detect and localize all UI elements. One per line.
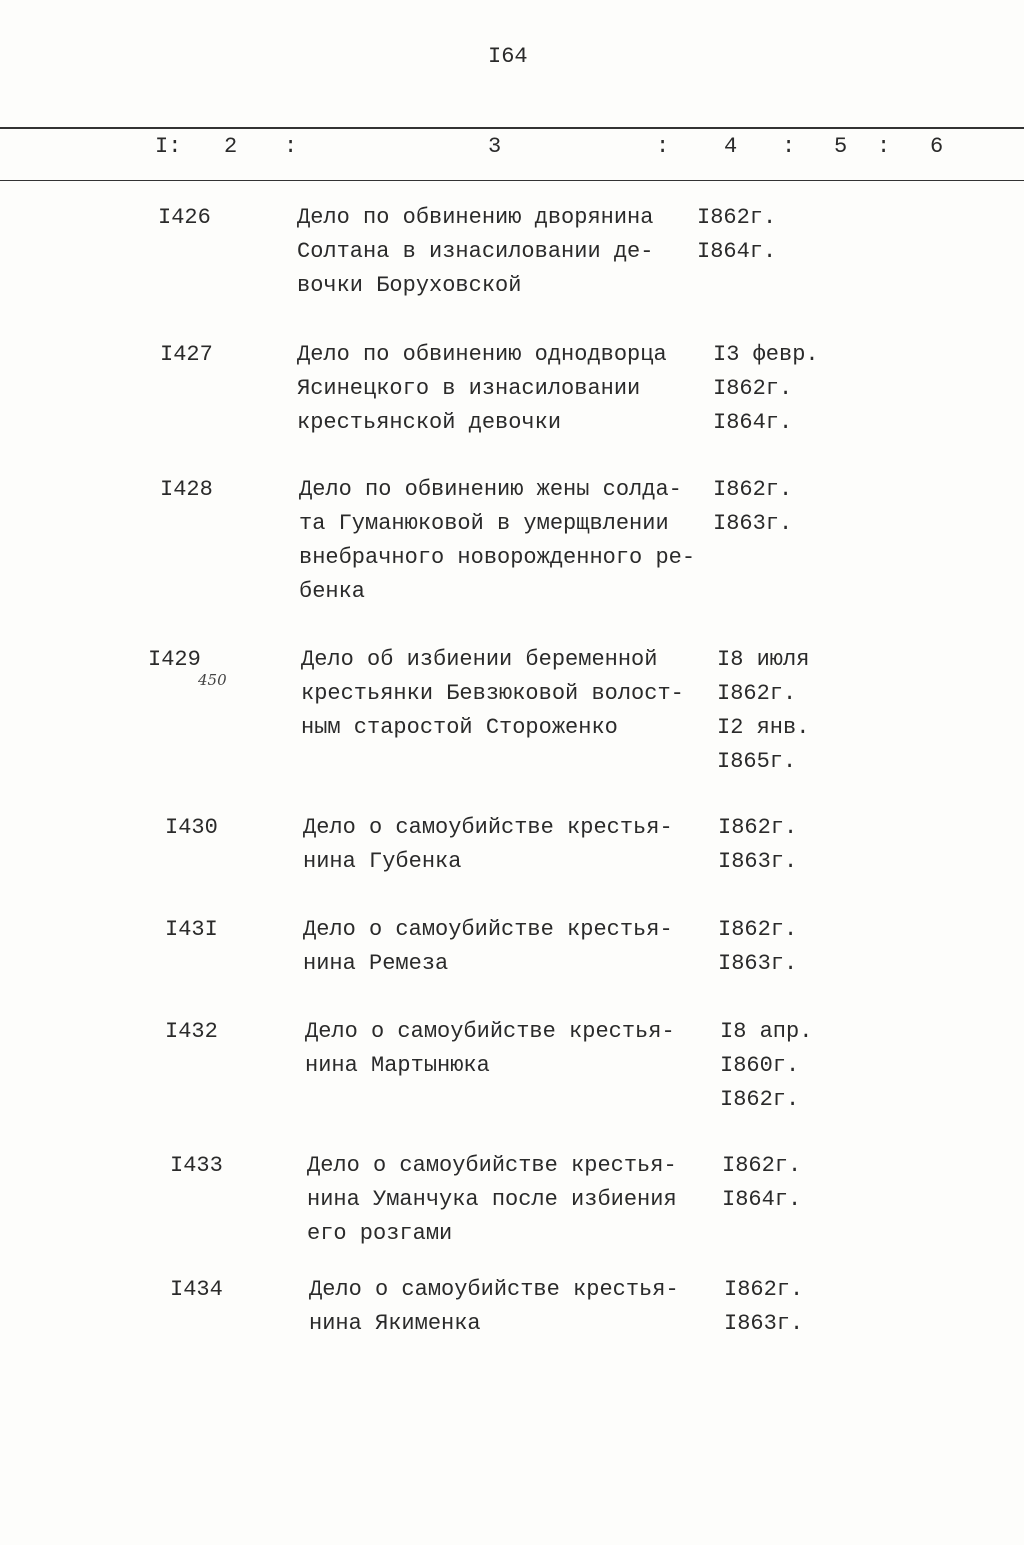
column-header-label: 4 — [724, 134, 738, 159]
date-line: I862г. — [718, 815, 798, 840]
entry-number: I429 — [148, 647, 201, 672]
date-line: I862г. — [717, 681, 797, 706]
entry-description — [309, 1273, 679, 1341]
description-line: Дело об избиении беременной — [301, 647, 658, 672]
entry-dates — [718, 811, 797, 879]
header-top-rule — [0, 127, 1024, 129]
description-line: бенка — [299, 579, 366, 604]
date-line: I863г. — [724, 1311, 804, 1336]
entry-description — [297, 338, 667, 440]
column-header-label: 5 — [834, 134, 848, 159]
description-line: вочки Боруховской — [297, 273, 522, 298]
date-line: I864г. — [722, 1187, 802, 1212]
entry-dates — [718, 913, 797, 981]
date-line: I862г. — [697, 205, 777, 230]
column-header-label: 2 — [224, 134, 238, 159]
description-line: Дело по обвинению дворянина — [297, 205, 654, 230]
column-header-label: 3 — [488, 134, 502, 159]
date-line: I863г. — [718, 951, 798, 976]
entry-dates — [697, 201, 776, 269]
date-line: I862г. — [713, 477, 793, 502]
description-line: нина Губенка — [303, 849, 462, 874]
entry-dates — [722, 1149, 801, 1217]
date-line: I862г. — [724, 1277, 804, 1302]
description-line: Дело о самоубийстве крестья- — [303, 917, 673, 942]
date-line: I860г. — [720, 1053, 800, 1078]
description-line: нина Ремеза — [303, 951, 449, 976]
description-line: Дело о самоубийстве крестья- — [303, 815, 673, 840]
description-line: внебрачного новорожденного ре- — [299, 545, 696, 570]
entry-number: I428 — [160, 477, 213, 502]
description-line: его розгами — [307, 1221, 453, 1246]
description-line: ным старостой Стороженко — [301, 715, 618, 740]
column-header-label: : — [284, 134, 298, 159]
description-line: нина Мартынюка — [305, 1053, 490, 1078]
entry-description — [297, 201, 653, 303]
description-line: Солтана в изнасиловании де- — [297, 239, 654, 264]
entry-number: I426 — [158, 205, 211, 230]
date-line: I865г. — [717, 749, 797, 774]
entry-number: I434 — [170, 1277, 223, 1302]
date-line: I863г. — [713, 511, 793, 536]
description-line: Ясинецкого в изнасиловании — [297, 376, 641, 401]
entry-description — [303, 811, 673, 879]
column-header-label: : — [877, 134, 891, 159]
entry-dates — [717, 643, 809, 779]
date-line: I2 янв. — [717, 715, 810, 740]
entry-number: I430 — [165, 815, 218, 840]
date-line: I8 апр. — [720, 1019, 813, 1044]
description-line: нина Уманчука после избиения — [307, 1187, 677, 1212]
column-header-label: I: — [155, 134, 182, 159]
entry-description — [301, 643, 684, 745]
date-line: I864г. — [713, 410, 793, 435]
entry-dates — [713, 338, 819, 440]
description-line: нина Якименка — [309, 1311, 481, 1336]
description-line: Дело о самоубийстве крестья- — [309, 1277, 679, 1302]
entry-dates — [724, 1273, 803, 1341]
date-line: I862г. — [718, 917, 798, 942]
entry-number: I433 — [170, 1153, 223, 1178]
description-line: Дело о самоубийстве крестья- — [305, 1019, 675, 1044]
entry-description — [303, 913, 673, 981]
entry-dates — [713, 473, 792, 541]
header-bottom-rule — [0, 180, 1024, 181]
description-line: Дело о самоубийстве крестья- — [307, 1153, 677, 1178]
description-line: крестьянки Бевзюковой волост- — [301, 681, 684, 706]
date-line: I862г. — [713, 376, 793, 401]
date-line: I3 февр. — [713, 342, 819, 367]
entry-description — [307, 1149, 677, 1251]
date-line: I8 июля — [717, 647, 810, 672]
column-header-label: : — [656, 134, 670, 159]
description-line: крестьянской девочки — [297, 410, 562, 435]
entry-dates — [720, 1015, 812, 1117]
date-line: I864г. — [697, 239, 777, 264]
page-number: I64 — [488, 44, 528, 69]
description-line: Дело по обвинению жены солда- — [299, 477, 682, 502]
date-line: I862г. — [722, 1153, 802, 1178]
date-line: I863г. — [718, 849, 798, 874]
handwritten-note: 450 — [198, 671, 227, 689]
entry-number: I432 — [165, 1019, 218, 1044]
entry-number: I427 — [160, 342, 213, 367]
column-header-label: : — [782, 134, 796, 159]
entry-description — [299, 473, 695, 609]
date-line: I862г. — [720, 1087, 800, 1112]
description-line: Дело по обвинению однодворца — [297, 342, 667, 367]
entry-description — [305, 1015, 675, 1083]
description-line: та Гуманюковой в умерщвлении — [299, 511, 669, 536]
column-header-label: 6 — [930, 134, 944, 159]
entry-number: I43I — [165, 917, 218, 942]
